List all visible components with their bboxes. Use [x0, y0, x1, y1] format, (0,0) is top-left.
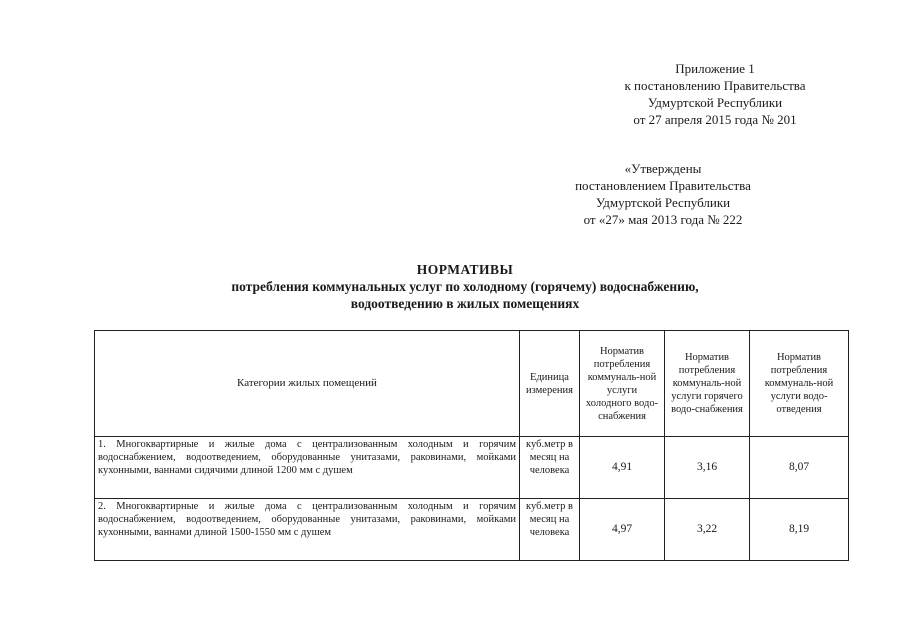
appendix-line: от 27 апреля 2015 года № 201 [633, 112, 797, 127]
norms-table [94, 330, 849, 561]
header-drainage: Норматив потребления коммуналь-ной услуги водо-отведения [750, 331, 849, 437]
header-category: Категории жилых помещений [95, 331, 520, 437]
title-main: НОРМАТИВЫ [416, 262, 514, 277]
row-hot-value: 3,22 [665, 499, 750, 561]
row-category: 1. Многоквартирные и жилые дома с централизованным холодным и горячим водоснабжением, водоотведением, оборудованные унитазами, раковинами, мойками кухонными, ваннами сидячими длиной 1200 мм с душем [95, 437, 520, 499]
approval-line: Удмуртской Республики [595, 195, 731, 210]
title-subtitle-line-1: потребления коммунальных услуг по холодному (горячему) водоснабжению, [231, 279, 699, 294]
approval-header [548, 160, 778, 228]
table-row [95, 437, 849, 499]
row-drain-value: 8,19 [750, 499, 849, 561]
row-cold-value: 4,91 [580, 437, 665, 499]
row-unit: куб.метр в месяц на человека [520, 437, 580, 499]
header-cold-water: Норматив потребления коммуналь-ной услуги холодного водо-снабжения [580, 331, 665, 437]
table-header-row [95, 331, 849, 437]
table-row [95, 499, 849, 561]
row-cold-value: 4,97 [580, 499, 665, 561]
title-subtitle-line-2: водоотведению в жилых помещениях [350, 296, 580, 311]
row-category: 2. Многоквартирные и жилые дома с централизованным холодным и горячим водоснабжением, водоотведением, оборудованные унитазами, раковинами, мойками кухонными, ваннами длиной 1500-1550 мм с душем [95, 499, 520, 561]
appendix-line: Приложение 1 [675, 61, 755, 76]
document-title [140, 261, 790, 312]
approval-line: от «27» мая 2013 года № 222 [583, 212, 743, 227]
row-hot-value: 3,16 [665, 437, 750, 499]
row-unit: куб.метр в месяц на человека [520, 499, 580, 561]
approval-line: «Утверждены [624, 161, 702, 176]
appendix-header [600, 60, 830, 128]
header-hot-water: Норматив потребления коммуналь-ной услуги горячего водо-снабжения [665, 331, 750, 437]
appendix-line: к постановлению Правительства [624, 78, 806, 93]
header-unit: Единица измерения [520, 331, 580, 437]
appendix-line: Удмуртской Республики [647, 95, 783, 110]
approval-line: постановлением Правительства [575, 178, 751, 193]
row-drain-value: 8,07 [750, 437, 849, 499]
